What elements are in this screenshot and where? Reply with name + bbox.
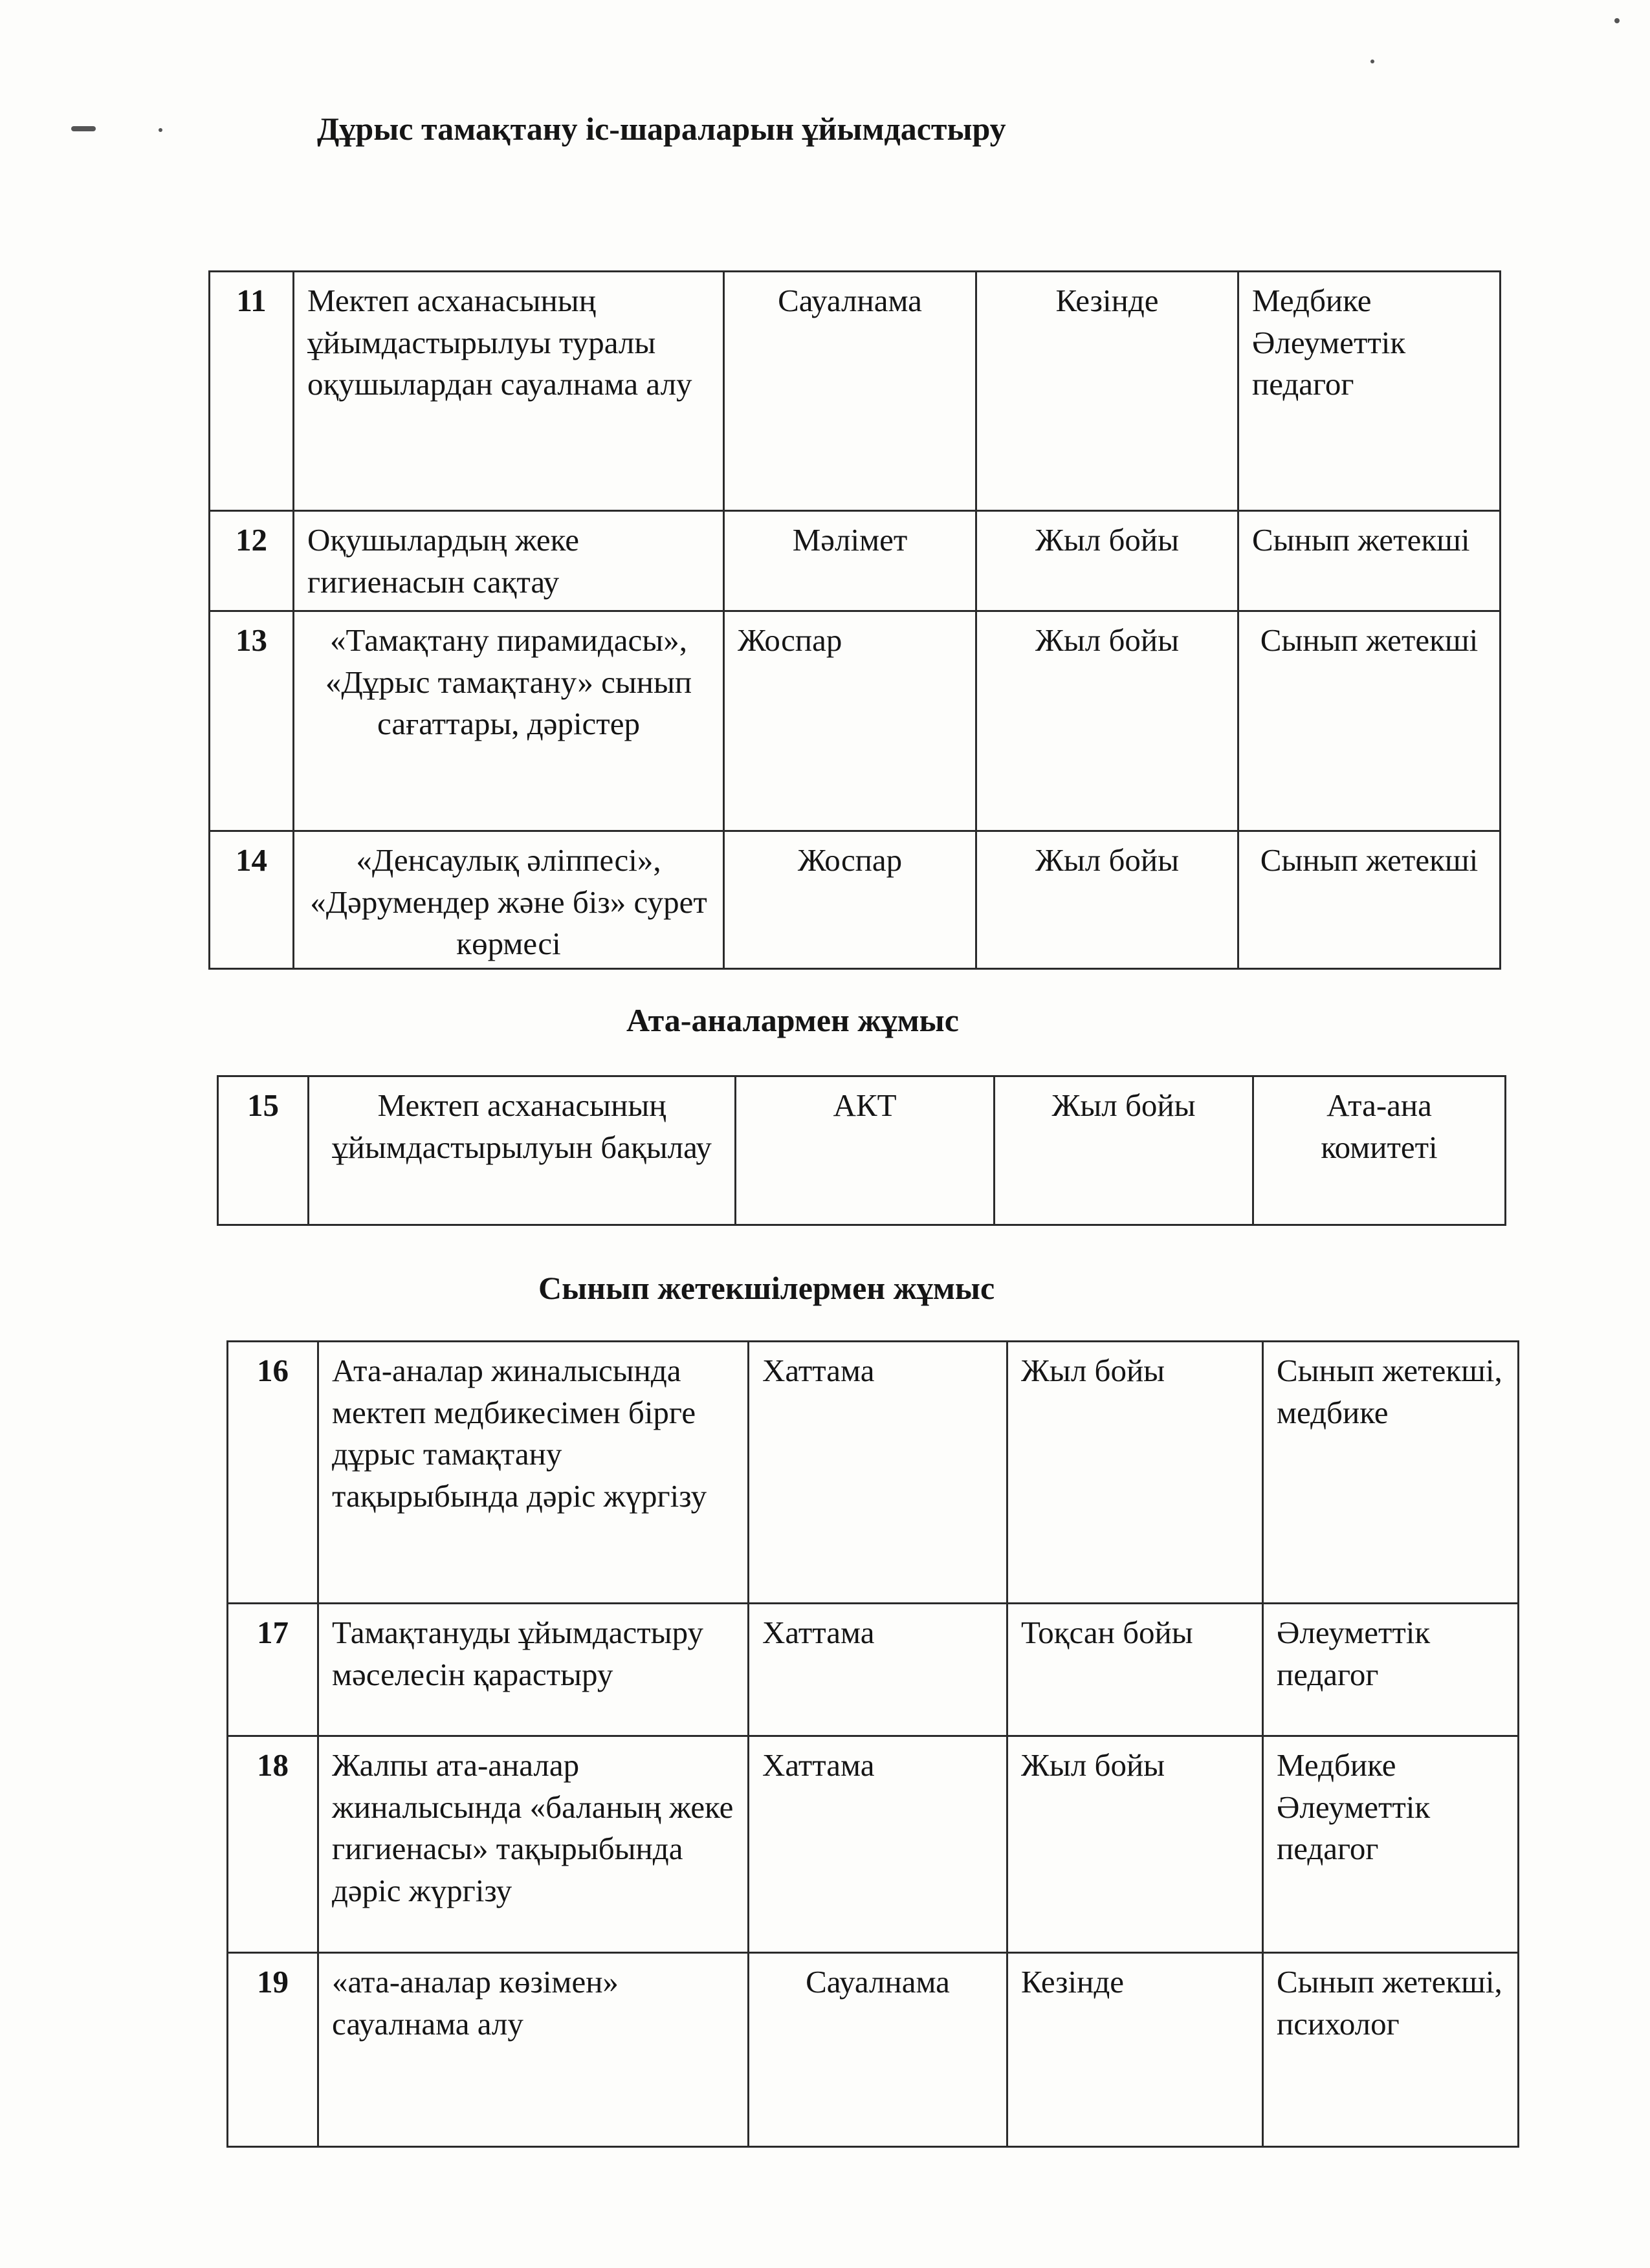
event-cell: «Тамақтану пирамидасы», «Дұрыс тамақтану» сынып сағаттары, дәрістер xyxy=(294,611,724,831)
row-number: 19 xyxy=(228,1953,318,2147)
event-cell: «Денсаулық әліппесі», «Дәрумендер және біз» сурет көрмесі xyxy=(294,831,724,969)
time-cell: Жыл бойы xyxy=(976,831,1238,969)
form-cell: АКТ xyxy=(736,1076,995,1225)
form-cell: Хаттама xyxy=(749,1736,1007,1953)
teachers-table xyxy=(226,1340,1519,2148)
scan-speck xyxy=(1370,60,1374,63)
table-row xyxy=(210,272,1501,511)
form-cell: Жоспар xyxy=(724,611,976,831)
event-cell: Мектеп асханасының ұйымдастырылуын бақылау xyxy=(309,1076,736,1225)
table-row xyxy=(228,1953,1519,2147)
parents-table xyxy=(217,1075,1506,1226)
time-cell: Жыл бойы xyxy=(995,1076,1253,1225)
responsible-cell: Медбике Әлеуметтік педагог xyxy=(1263,1736,1519,1953)
event-cell: Ата-аналар жиналысында мектеп медбикесімен бірге дұрыс тамақтану тақырыбында дәріс жүргізу xyxy=(318,1342,749,1604)
responsible-cell: Әлеуметтік педагог xyxy=(1263,1604,1519,1736)
responsible-cell: Сынып жетекші, психолог xyxy=(1263,1953,1519,2147)
form-cell: Хаттама xyxy=(749,1342,1007,1604)
form-cell: Сауалнама xyxy=(724,272,976,511)
table-row xyxy=(210,611,1501,831)
table-row xyxy=(218,1076,1506,1225)
row-number: 17 xyxy=(228,1604,318,1736)
table-row xyxy=(228,1604,1519,1736)
form-cell: Хаттама xyxy=(749,1604,1007,1736)
time-cell: Тоқсан бойы xyxy=(1007,1604,1263,1736)
event-cell: Оқушылардың жеке гигиенасын сақтау xyxy=(294,511,724,611)
event-cell: Тамақтануды ұйымдастыру мәселесін қарастыру xyxy=(318,1604,749,1736)
responsible-cell: Сынып жетекші xyxy=(1238,511,1501,611)
scan-speck xyxy=(1614,18,1620,23)
time-cell: Жыл бойы xyxy=(1007,1342,1263,1604)
page-title: Дұрыс тамақтану іс-шараларын ұйымдастыру xyxy=(317,111,1006,147)
responsible-cell: Ата-ана комитеті xyxy=(1253,1076,1506,1225)
table-row xyxy=(210,511,1501,611)
row-number: 18 xyxy=(228,1736,318,1953)
section-title-parents: Ата-аналармен жұмыс xyxy=(626,1002,959,1038)
scan-speck xyxy=(159,128,162,132)
row-number: 16 xyxy=(228,1342,318,1604)
time-cell: Жыл бойы xyxy=(976,511,1238,611)
row-number: 14 xyxy=(210,831,294,969)
scan-speck xyxy=(71,126,96,131)
table-row xyxy=(210,831,1501,969)
row-number: 12 xyxy=(210,511,294,611)
row-number: 15 xyxy=(218,1076,309,1225)
table-row xyxy=(228,1736,1519,1953)
responsible-cell: Сынып жетекші, медбике xyxy=(1263,1342,1519,1604)
time-cell: Кезінде xyxy=(976,272,1238,511)
event-cell: Мектеп асханасының ұйымдастырылуы туралы оқушылардан сауалнама алу xyxy=(294,272,724,511)
time-cell: Кезінде xyxy=(1007,1953,1263,2147)
form-cell: Жоспар xyxy=(724,831,976,969)
time-cell: Жыл бойы xyxy=(1007,1736,1263,1953)
form-cell: Сауалнама xyxy=(749,1953,1007,2147)
row-number: 13 xyxy=(210,611,294,831)
responsible-cell: Сынып жетекші xyxy=(1238,831,1501,969)
time-cell: Жыл бойы xyxy=(976,611,1238,831)
events-table xyxy=(208,270,1501,970)
responsible-cell: Сынып жетекші xyxy=(1238,611,1501,831)
table-row xyxy=(228,1342,1519,1604)
responsible-cell: Медбике Әлеуметтік педагог xyxy=(1238,272,1501,511)
form-cell: Мәлімет xyxy=(724,511,976,611)
row-number: 11 xyxy=(210,272,294,511)
event-cell: «ата-аналар көзімен» сауалнама алу xyxy=(318,1953,749,2147)
section-title-teachers: Сынып жетекшілермен жұмыс xyxy=(538,1270,995,1306)
event-cell: Жалпы ата-аналар жиналысында «баланың жеке гигиенасы» тақырыбында дәріс жүргізу xyxy=(318,1736,749,1953)
